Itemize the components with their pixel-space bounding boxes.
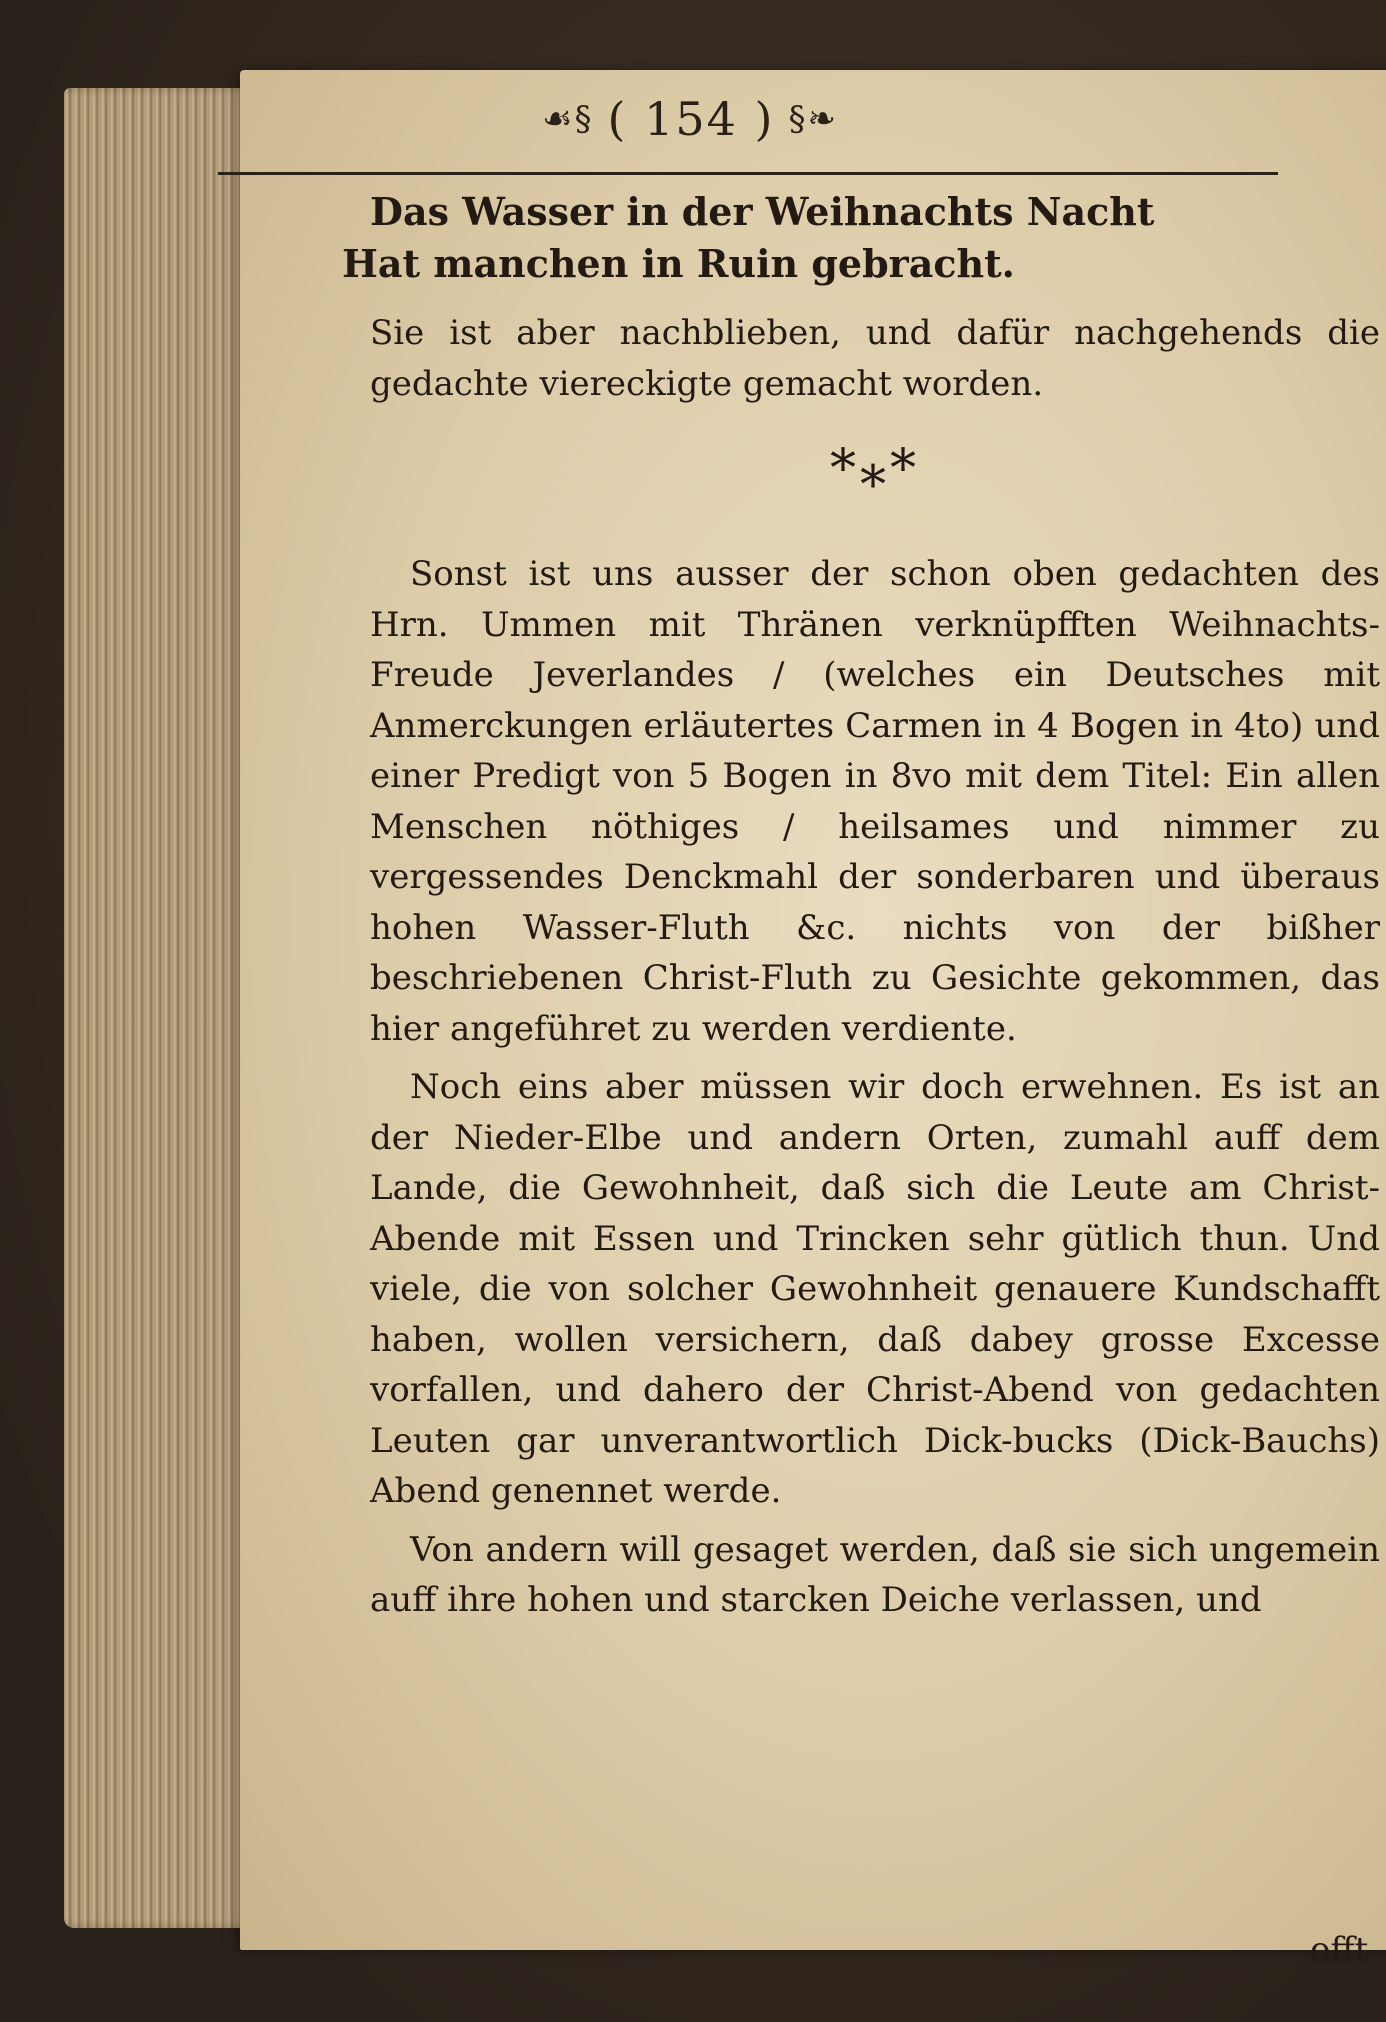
paragraph-4: Von andern will gesaget werden, daß sie sich ungemein auff ihre hohen und starcken Deiche verlassen, und bbox=[370, 1529, 1380, 1620]
verse-line-1: Das Wasser in der Weihnachts Nacht bbox=[370, 189, 1155, 234]
header-rule bbox=[218, 172, 1278, 175]
paragraph-3: Noch eins aber müssen wir doch erwehnen. Es ist an der Nieder-Elbe und andern Orten, zumahl auff dem Lande, die Gewohnheit, daß sich die Leute am Christ-Abende mit Essen und Trincken sehr gütlich thun. Und viele, die von solcher Gewohnheit genauere Kundschafft haben, wollen versichern, daß dabey grosse Excesse vorfallen, und dahero der Christ-Abend von gedachten Leuten gar unverantwortlich Dick-bucks (Dick-Bauchs) Abend genennet werde. bbox=[370, 1067, 1380, 1511]
asterism: *⁎* bbox=[830, 439, 920, 499]
catchword: offt bbox=[1310, 1930, 1369, 1970]
paragraph-2: Sonst ist uns ausser der schon oben gedachten des Hrn. Ummen mit Thränen verknüpfften Weihnachts-Freude Jeverlandes / (welches ein Deutsches mit Anmerckungen erläutertes Carmen in 4 Bogen in 4to) und einer Predigt von 5 Bogen in 8vo mit dem Titel: Ein allen Menschen nöthiges / heilsames und nimmer zu vergessendes Denckmahl der sonderbaren und überaus hohen Wasser-Fluth &c. nichts von der bißher beschriebenen Christ-Fluth zu Gesichte gekommen, das hier angeführet zu werden verdiente. bbox=[370, 554, 1380, 1049]
page-text bbox=[342, 186, 1380, 1626]
page-header bbox=[390, 92, 990, 146]
right-ornament-icon: §❧ bbox=[788, 99, 838, 139]
left-ornament-icon: ☙§ bbox=[542, 99, 594, 139]
paragraph-1: Sie ist aber nachblieben, und dafür nachgehends die gedachte viereckigte gemacht worden. bbox=[370, 313, 1380, 404]
page-number: ( 154 ) bbox=[607, 92, 775, 146]
verse-line-2: Hat manchen in Ruin gebracht. bbox=[342, 241, 1015, 286]
page-edges bbox=[64, 88, 264, 1928]
